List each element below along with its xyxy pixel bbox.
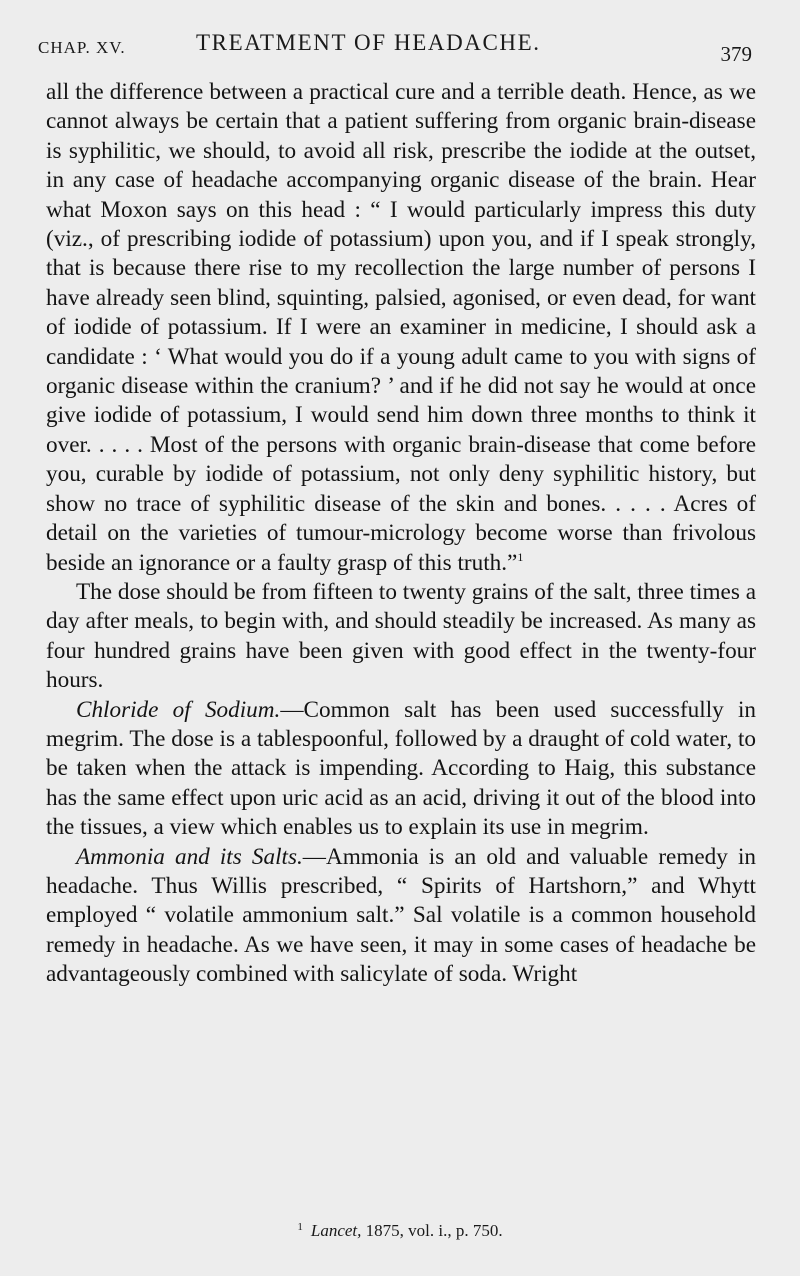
page-header: [38, 30, 752, 70]
paragraph-text: all the difference between a practical cure and a terrible death. Hence, as we cannot always be certain that a patient suffering from organic brain-disease is syphilitic, we should, to avoid all risk, prescribe the iodide at the outset, in any case of headache accompanying organic disease of the brain. Hear what Moxon says on this head : “ I would particularly impress this duty (viz., of prescribing iodide of potassium) upon you, and if I speak strongly, that is because there rise to my recollection the large number of persons I have already seen blind, squinting, palsied, agonised, or even dead, for want of iodide of potassium. If I were an examiner in medicine, I should ask a candidate : ‘ What would you do if a young adult came to you with signs of organic disease within the cranium? ’ and if he did not say he would at once give iodide of potassium, I would send him down three months to think it over. . . . . Most of the persons with organic brain-disease that come before you, curable by iodide of potassium, not only deny syphilitic history, but show no trace of syphilitic disease of the skin and bones. . . . . Acres of detail on the varieties of tumour-micrology become worse than frivolous beside an ignorance or a faulty grasp of this truth.”: [46, 79, 756, 576]
section-heading: Chloride of Sodium.: [76, 696, 281, 723]
section-heading: Ammonia and its Salts.: [76, 843, 303, 870]
chapter-label: CHAP. XV.: [38, 38, 126, 57]
paragraph-dose: The dose should be from fifteen to twenty grains of the salt, three times a day after meals, to begin with, and should steadily be increased. As many as four hundred grains have been given with good effect in the twenty-four hours.: [46, 578, 756, 694]
page-number: 379: [720, 42, 752, 66]
footnote-reference: 1: [517, 549, 524, 564]
paragraph-chloride-of-sodium: [46, 696, 756, 843]
body-text: [46, 78, 756, 990]
footnote-source: Lancet,: [310, 1221, 362, 1240]
paragraph-ammonia: [46, 843, 756, 990]
footnote-mark: 1: [297, 1221, 303, 1233]
footnote: [0, 1221, 800, 1241]
paragraph-text: —Common salt has been used successfully in megrim. The dose is a tablespoonful, followed by a draught of cold water, to be taken when the attack is impending. According to Haig, this substance has the same effect upon uric acid as an acid, driving it out of the blood into the tissues, a view which enables us to explain its use in megrim.: [46, 696, 757, 841]
paragraph-text: —Ammonia is an old and valuable remedy in headache. Thus Willis prescribed, “ Spirits of Hartshorn,” and Whytt employed “ volatile ammonium salt.” Sal volatile is a common household remedy in headache. As we have seen, it may in some cases of headache be advantageously combined with salicylate of soda. Wright: [46, 843, 756, 988]
paragraph-moxon-quote: [46, 78, 756, 578]
footnote-citation: 1875, vol. i., p. 750.: [365, 1221, 503, 1240]
running-title: TREATMENT OF HEADACHE.: [196, 30, 541, 55]
